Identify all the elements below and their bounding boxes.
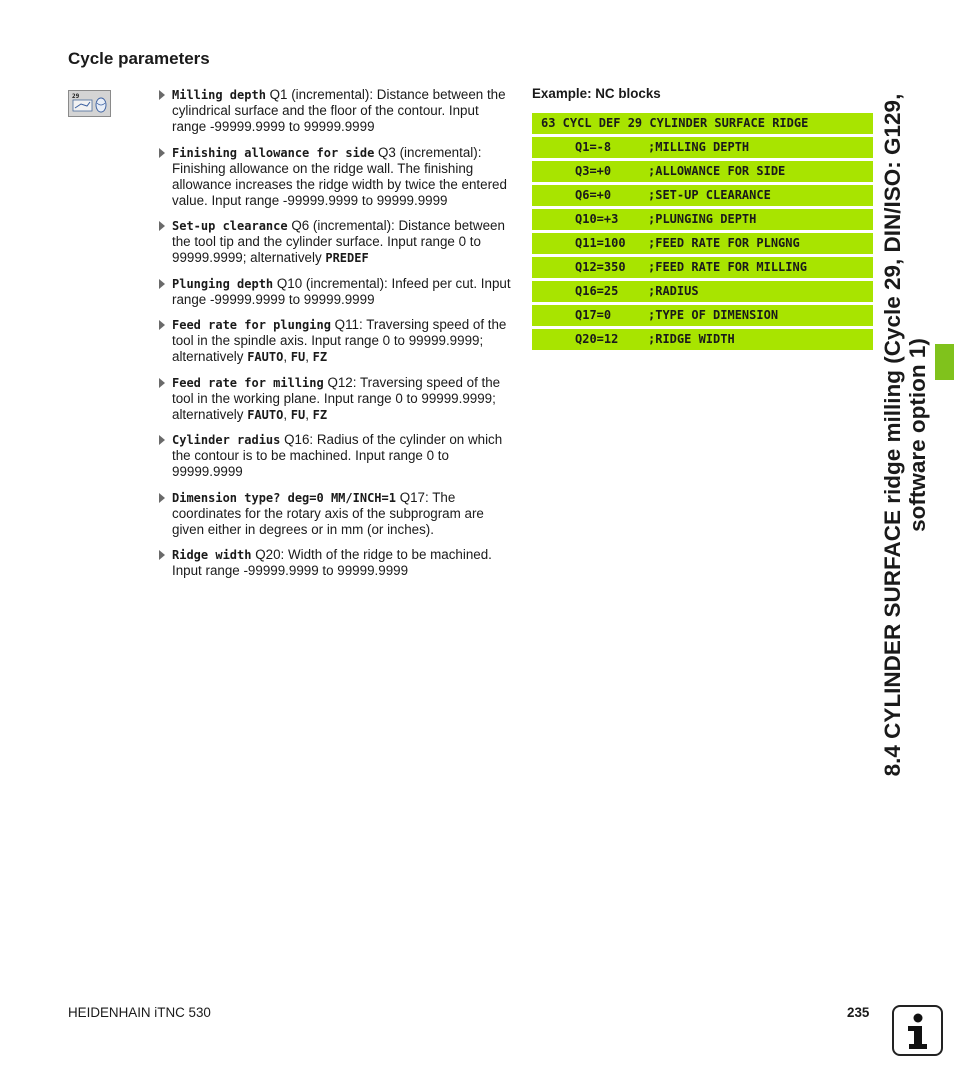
param-name: Finishing allowance for side — [172, 145, 375, 160]
footer-product: HEIDENHAIN iTNC 530 — [68, 1005, 211, 1020]
nc-block — [532, 329, 873, 350]
param-milling-depth — [158, 87, 512, 135]
nc-block — [532, 137, 873, 158]
cycle-icon-number: 29 — [72, 93, 80, 100]
section-title: Cycle parameters — [68, 49, 210, 68]
nc-block — [532, 209, 873, 230]
nc-block-list — [532, 113, 873, 353]
nc-comment: ;RADIUS — [648, 284, 699, 298]
nc-comment: ;MILLING DEPTH — [648, 140, 750, 154]
nc-block — [532, 185, 873, 206]
nc-code: Q11=100 — [575, 236, 626, 250]
bullet-triangle-icon — [159, 148, 165, 158]
chapter-side-title — [880, 45, 940, 825]
side-title-line-2: software option 1) — [905, 338, 930, 532]
param-name: Ridge width — [172, 548, 252, 562]
nc-block — [532, 305, 873, 326]
param-alt: PREDEF — [325, 251, 369, 265]
param-desc: Q11: Traversing speed of the tool in the spindle axis. Input range 0 to 99999.9999; alternatively — [172, 317, 507, 364]
nc-comment: ;FEED RATE FOR PLNGNG — [648, 236, 800, 250]
separator: , — [305, 406, 313, 422]
bullet-triangle-icon — [159, 320, 165, 330]
param-feed-milling — [158, 375, 512, 423]
param-ridge-width — [158, 547, 512, 579]
param-desc: Q12: Traversing speed of the tool in the working plane. Input range 0 to 99999.9999; alternatively — [172, 374, 501, 422]
parameter-list — [158, 87, 512, 589]
param-alt: FU — [290, 350, 306, 364]
example-label: Example: NC blocks — [532, 86, 661, 101]
param-desc: Q6 (incremental): Distance between the tool tip and the cylinder surface. Input range 0 to 99999.9999; alternatively — [172, 218, 505, 265]
param-name: Milling depth — [172, 88, 266, 102]
bullet-triangle-icon — [159, 378, 165, 388]
nc-comment: ;RIDGE WIDTH — [648, 332, 735, 346]
info-icon — [892, 1005, 943, 1056]
param-alt: FAUTO — [247, 350, 284, 364]
param-alt: FZ — [312, 350, 328, 364]
param-name: Dimension type? deg=0 MM/INCH=1 — [172, 490, 396, 505]
side-title-line-1: 8.4 CYLINDER SURFACE ridge milling (Cycle 29, DIN/ISO: G129, — [880, 93, 905, 777]
nc-comment: ;FEED RATE FOR MILLING — [648, 260, 807, 274]
param-feed-plunging — [158, 317, 512, 365]
param-desc: Q1 (incremental): Distance between the cylindrical surface and the floor of the contour. Input range -99999.9999 to 99999.9999 — [172, 87, 506, 134]
param-name: Feed rate for plunging — [172, 318, 331, 332]
nc-comment: ;ALLOWANCE FOR SIDE — [648, 164, 786, 178]
nc-code: Q6=+0 — [575, 188, 612, 202]
separator: , — [283, 349, 291, 364]
nc-comment: ;PLUNGING DEPTH — [648, 212, 757, 226]
page-number: 235 — [847, 1005, 870, 1020]
param-setup-clearance — [158, 218, 512, 266]
nc-code: Q17=0 — [575, 308, 612, 322]
bullet-triangle-icon — [159, 550, 165, 560]
param-name: Cylinder radius — [172, 433, 281, 447]
param-desc: Q16: Radius of the cylinder on which the contour is to be machined. Input range 0 to 99999.9999 — [172, 432, 503, 479]
nc-code: Q1=-8 — [575, 140, 612, 154]
nc-block — [532, 233, 873, 254]
chapter-tab-marker — [935, 344, 954, 380]
param-name: Plunging depth — [172, 276, 274, 291]
param-alt: FAUTO — [247, 407, 284, 422]
nc-code: Q16=25 — [575, 284, 619, 298]
bullet-triangle-icon — [159, 493, 165, 503]
bullet-triangle-icon — [159, 90, 165, 100]
param-cylinder-radius — [158, 432, 512, 480]
nc-block — [532, 281, 873, 302]
nc-header-text: 63 CYCL DEF 29 CYLINDER SURFACE RIDGE — [541, 116, 809, 130]
param-name: Feed rate for milling — [172, 375, 324, 390]
cycle-29-icon — [68, 90, 111, 117]
nc-block — [532, 161, 873, 182]
param-finishing-allowance — [158, 145, 512, 209]
separator: , — [283, 406, 291, 422]
param-alt: FU — [290, 407, 306, 422]
nc-comment: ;SET-UP CLEARANCE — [648, 188, 771, 202]
cylinder-ridge-graphic — [69, 91, 110, 116]
param-plunging-depth — [158, 276, 512, 308]
nc-block — [532, 257, 873, 278]
nc-comment: ;TYPE OF DIMENSION — [648, 308, 779, 322]
param-dimension-type — [158, 490, 512, 538]
nc-code: Q3=+0 — [575, 164, 612, 178]
bullet-triangle-icon — [159, 435, 165, 445]
bullet-triangle-icon — [159, 279, 165, 289]
param-desc: Q20: Width of the ridge to be machined. Input range -99999.9999 to 99999.9999 — [172, 547, 492, 578]
nc-block-header — [532, 113, 873, 134]
param-alt: FZ — [312, 407, 328, 422]
nc-code: Q12=350 — [575, 260, 626, 274]
param-name: Set-up clearance — [172, 219, 288, 233]
param-desc: Q17: The coordinates for the rotary axis of the subprogram are given either in degrees or in mm (or inches). — [172, 489, 484, 537]
separator: , — [305, 349, 313, 364]
bullet-triangle-icon — [159, 221, 165, 231]
param-desc: Q3 (incremental): Finishing allowance on the ridge wall. The finishing allowance increases the ridge width by twice the entered value. Input range -99999.9999 to 99999.9999 — [172, 144, 507, 208]
nc-code: Q10=+3 — [575, 212, 619, 226]
nc-code: Q20=12 — [575, 332, 619, 346]
param-desc: Q10 (incremental): Infeed per cut. Input range -99999.9999 to 99999.9999 — [172, 275, 511, 307]
